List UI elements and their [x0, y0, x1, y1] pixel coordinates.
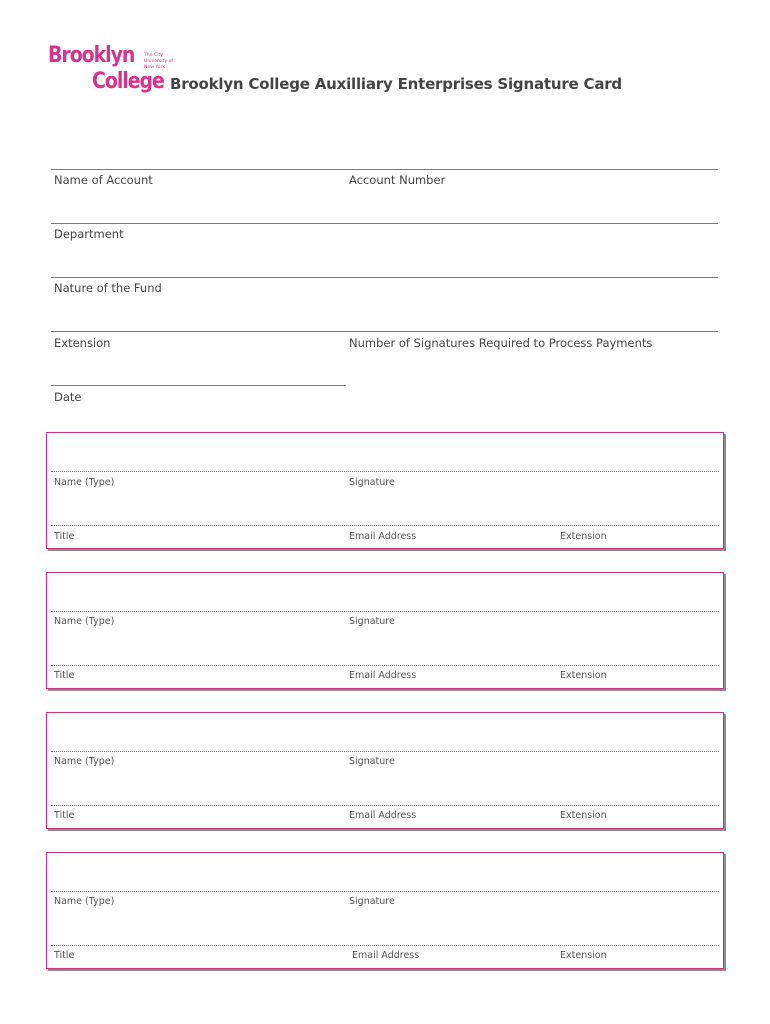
name-type-label: Name (Type)	[54, 616, 115, 627]
email-address-label: Email Address	[349, 531, 417, 542]
email-address-label: Email Address	[349, 670, 417, 681]
name-type-label: Name (Type)	[54, 756, 115, 767]
signature-label: Signature	[349, 896, 395, 907]
signer-card	[46, 852, 724, 969]
dotted-divider	[51, 945, 719, 946]
dotted-divider	[51, 891, 719, 892]
title-label: Title	[54, 810, 75, 821]
name-type-label: Name (Type)	[54, 896, 115, 907]
dotted-divider	[51, 471, 719, 472]
field-label-nature-of-fund: Nature of the Fund	[54, 281, 162, 295]
field-label-date: Date	[54, 390, 82, 404]
field-label-signatures-required: Number of Signatures Required to Process Payments	[349, 336, 653, 350]
dotted-divider	[51, 805, 719, 806]
dotted-divider	[51, 525, 719, 526]
dotted-divider	[51, 751, 719, 752]
logo-college-text: College	[92, 69, 164, 94]
divider	[51, 331, 718, 332]
dotted-divider	[51, 611, 719, 612]
logo-brooklyn-text: Brooklyn	[48, 43, 135, 68]
field-label-account-number: Account Number	[349, 173, 446, 187]
signature-label: Signature	[349, 756, 395, 767]
title-label: Title	[54, 950, 75, 961]
logo-tagline: The City University of New York	[144, 53, 174, 70]
extension-label: Extension	[560, 531, 607, 542]
field-label-department: Department	[54, 227, 124, 241]
signer-card	[46, 712, 724, 829]
divider	[51, 277, 718, 278]
signer-card	[46, 572, 724, 689]
email-address-label: Email Address	[349, 810, 417, 821]
extension-label: Extension	[560, 810, 607, 821]
divider	[51, 385, 346, 386]
divider	[51, 223, 718, 224]
extension-label: Extension	[560, 950, 607, 961]
signature-label: Signature	[349, 477, 395, 488]
title-label: Title	[54, 670, 75, 681]
field-label-extension: Extension	[54, 336, 111, 350]
name-type-label: Name (Type)	[54, 477, 115, 488]
field-label-name-of-account: Name of Account	[54, 173, 153, 187]
dotted-divider	[51, 665, 719, 666]
brooklyn-college-logo	[48, 43, 174, 100]
extension-label: Extension	[560, 670, 607, 681]
email-address-label: Email Address	[352, 950, 420, 961]
title-label: Title	[54, 531, 75, 542]
signer-card	[46, 432, 724, 549]
document-title: Brooklyn College Auxilliary Enterprises Signature Card	[170, 75, 622, 93]
signature-label: Signature	[349, 616, 395, 627]
divider	[51, 169, 718, 170]
